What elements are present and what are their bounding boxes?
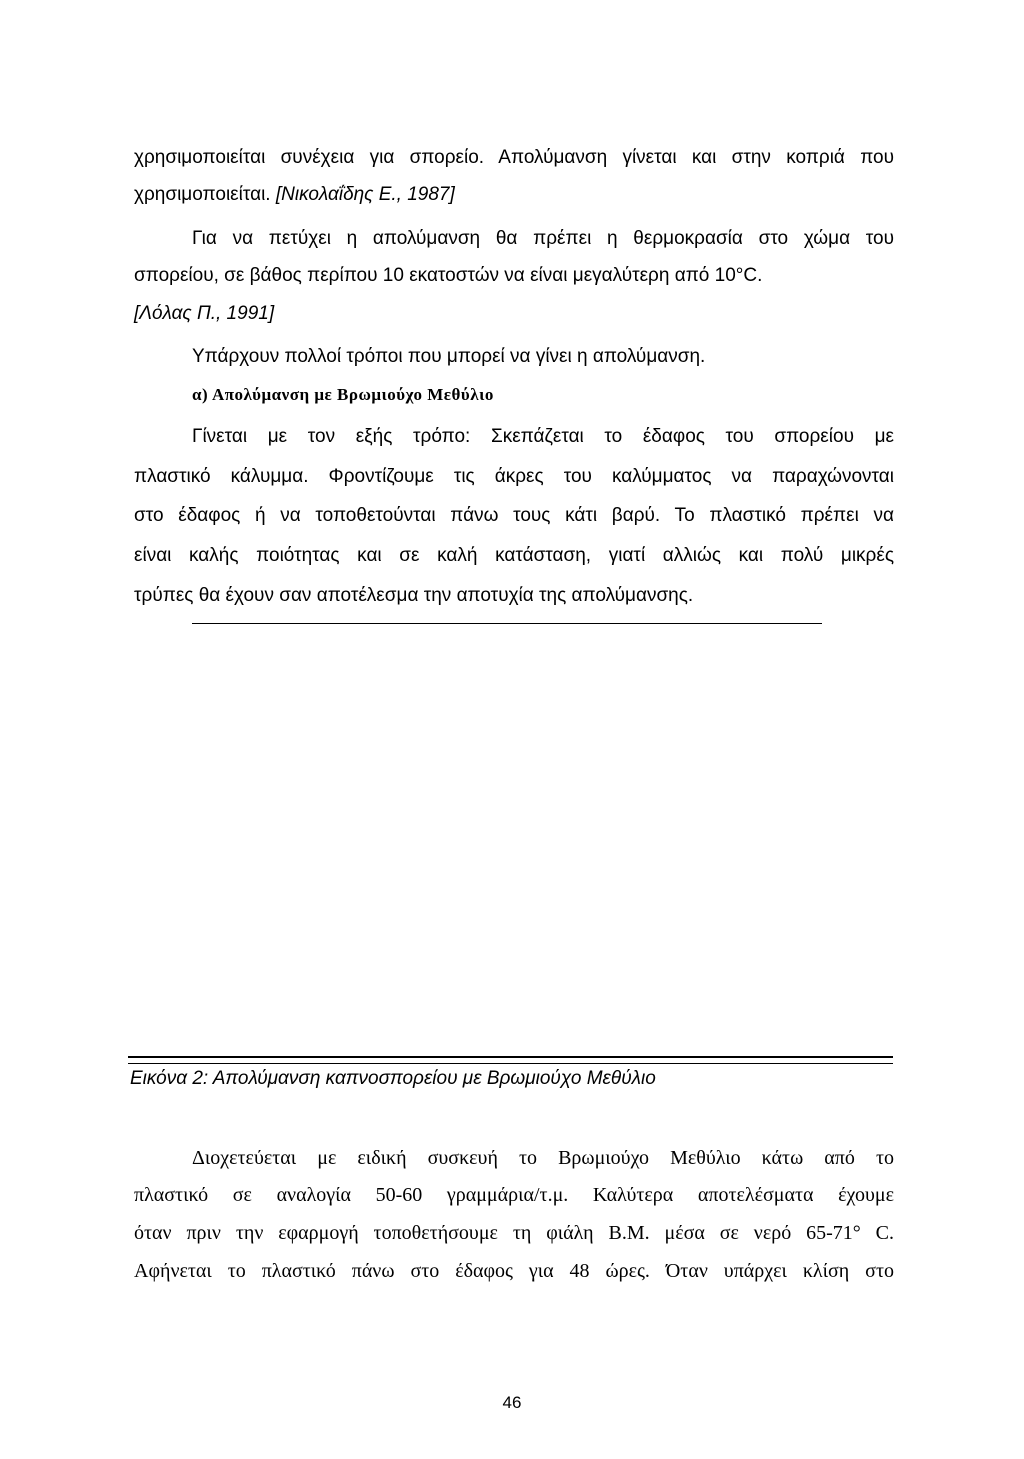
body-text-line: σπορείου, σε βάθος περίπου 10 εκατοστών να είναι μεγαλύτερη από 10°C. bbox=[134, 265, 763, 286]
body-text-line: όταν πριν την εφαρμογή τοποθετήσουμε τη φιάλη Β.Μ. μέσα σε νερό 65-71° C. bbox=[134, 1222, 894, 1244]
figure-bottom-rule bbox=[128, 1063, 893, 1064]
citation: [Λόλας Π., 1991] bbox=[134, 303, 275, 324]
page-number: 46 bbox=[502, 1393, 522, 1412]
body-text-line: Για να πετύχει η απολύμανση θα πρέπει η θερμοκρασία στο χώμα του bbox=[192, 228, 894, 249]
figure-top-rule bbox=[192, 623, 822, 624]
body-text-line: Αφήνεται το πλαστικό πάνω στο έδαφος για 48 ώρες. Όταν υπάρχει κλίση στο bbox=[134, 1260, 894, 1282]
body-text-line: στο έδαφος ή να τοποθετούνται πάνω τους κάτι βαρύ. Το πλαστικό πρέπει να bbox=[134, 505, 894, 526]
body-text-line: Γίνεται με τον εξής τρόπο: Σκεπάζεται το έδαφος του σπορείου με bbox=[192, 426, 894, 447]
body-text-line: πλαστικό σε αναλογία 50-60 γραμμάρια/τ.μ. Καλύτερα αποτελέσματα έχουμε bbox=[134, 1184, 894, 1206]
body-text-line: Διοχετεύεται με ειδική συσκευή το Βρωμιούχο Μεθύλιο κάτω από το bbox=[192, 1147, 894, 1169]
body-text-line bbox=[134, 184, 894, 206]
body-text-line: είναι καλής ποιότητας και σε καλή κατάσταση, γιατί αλλιώς και πολύ μικρές bbox=[134, 545, 894, 566]
body-text-line: χρησιμοποιείται συνέχεια για σπορείο. Απολύμανση γίνεται και στην κοπριά που bbox=[134, 147, 894, 168]
body-text-line: Υπάρχουν πολλοί τρόποι που μπορεί να γίνει η απολύμανση. bbox=[192, 346, 706, 367]
body-text: χρησιμοποιείται. bbox=[134, 184, 276, 205]
citation: [Νικολαΐδης Ε., 1987] bbox=[275, 184, 455, 205]
body-text-line: τρύπες θα έχουν σαν αποτέλεσμα την αποτυχία της απολύμανσης. bbox=[134, 585, 694, 606]
figure-bottom-rule bbox=[128, 1056, 893, 1058]
body-text-line: πλαστικό κάλυμμα. Φροντίζουμε τις άκρες του καλύμματος να παραχώνονται bbox=[134, 466, 894, 487]
figure-caption: Εικόνα 2: Απολύμανση καπνοσπορείου με Βρωμιούχο Μεθύλιο bbox=[130, 1068, 656, 1089]
section-heading: α) Απολύμανση με Βρωμιούχο Μεθύλιο bbox=[192, 385, 494, 404]
